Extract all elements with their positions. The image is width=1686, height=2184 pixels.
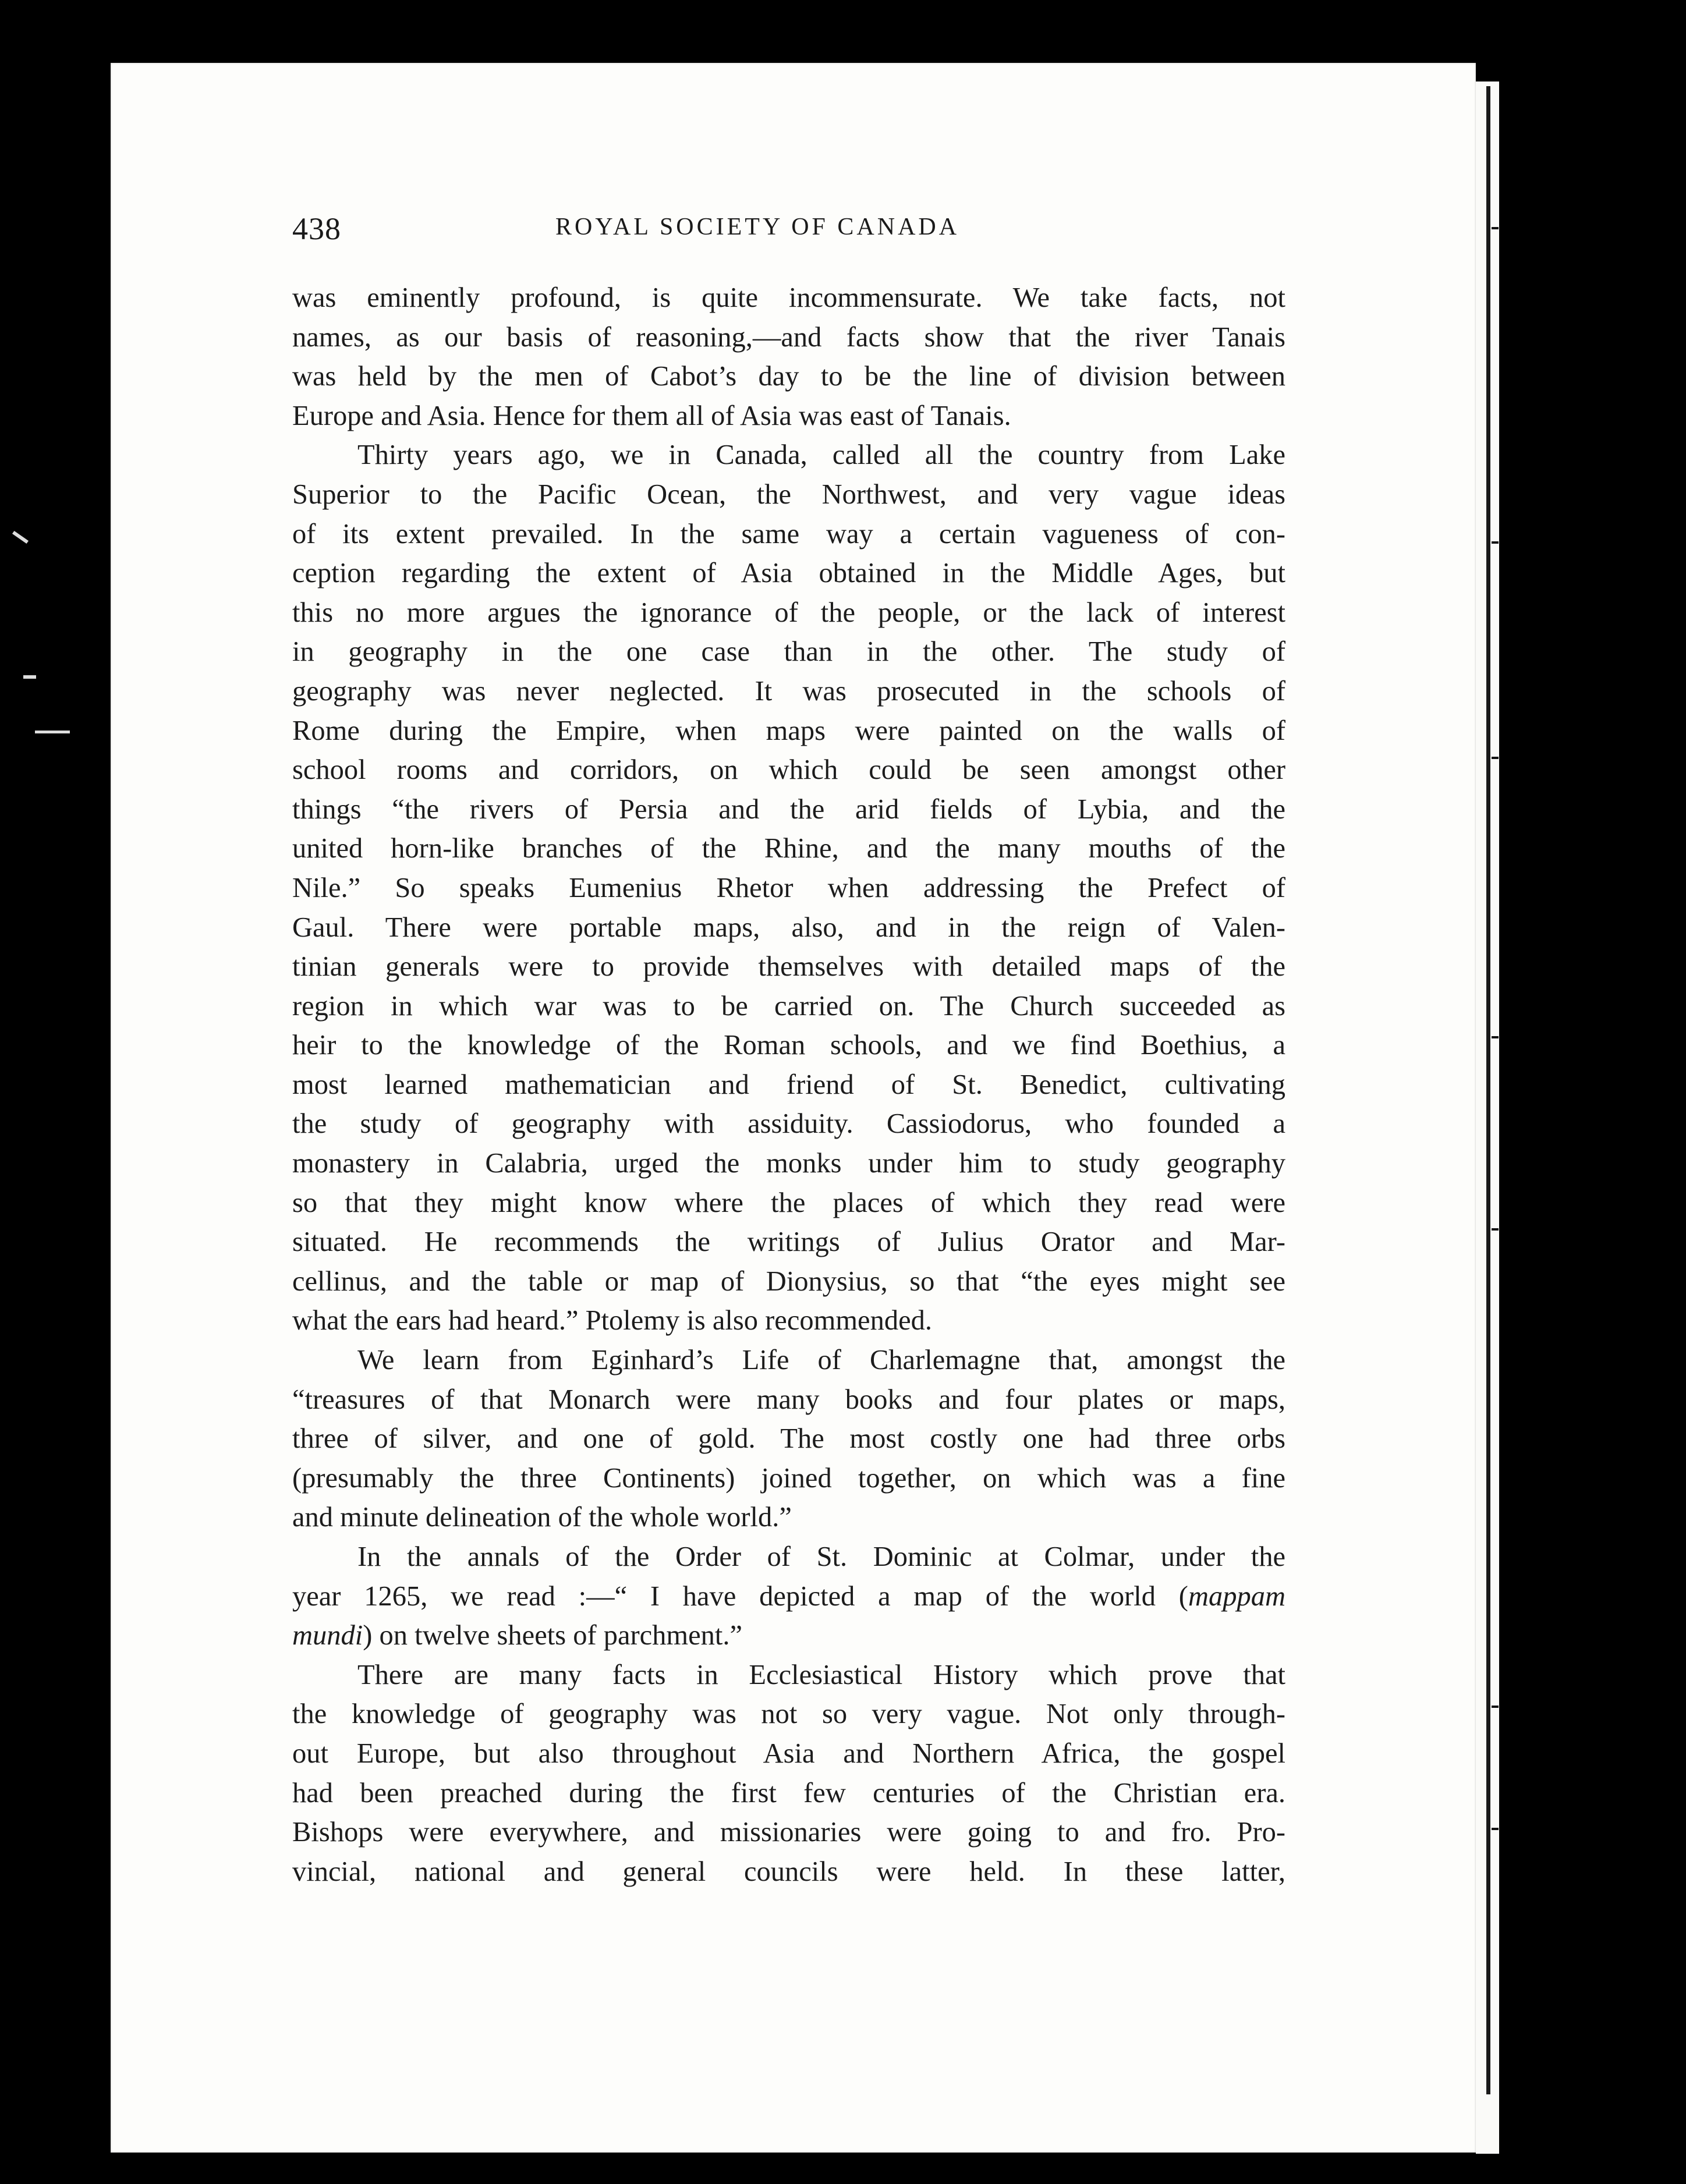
edge-mark bbox=[1492, 227, 1499, 229]
text-line: school rooms and corridors, on which could be seen amongst other bbox=[292, 754, 1285, 786]
edge-mark bbox=[1492, 1228, 1499, 1231]
text-line: in geography in the one case than in the other. The study of bbox=[292, 636, 1285, 668]
text-line: Bishops were everywhere, and missionaries were going to and fro. Pro- bbox=[292, 1817, 1285, 1848]
edge-mark bbox=[1492, 1036, 1499, 1038]
text-line: ception regarding the extent of Asia obtained in the Middle Ages, but bbox=[292, 558, 1285, 589]
text-line: There are many facts in Ecclesiastical History which prove that bbox=[357, 1659, 1285, 1690]
text-line: Nile.” So speaks Eumenius Rhetor when addressing the Prefect of bbox=[292, 872, 1285, 903]
running-title: ROYAL SOCIETY OF CANADA bbox=[555, 214, 960, 240]
text-line: so that they might know where the places of which they read were bbox=[292, 1187, 1285, 1218]
text-line: Rome during the Empire, when maps were painted on the walls of bbox=[292, 715, 1285, 746]
text-line: was eminently profound, is quite incommensurate. We take facts, not bbox=[292, 282, 1285, 313]
scan-speck bbox=[12, 531, 29, 544]
text-line: vincial, national and general councils were held. In these latter, bbox=[292, 1856, 1285, 1887]
text-line: region in which war was to be carried on. The Church succeeded as bbox=[292, 990, 1285, 1022]
page-number: 438 bbox=[292, 211, 341, 246]
edge-mark bbox=[1492, 1828, 1499, 1830]
scan-speck bbox=[35, 731, 70, 733]
text-line: We learn from Eginhard’s Life of Charlemagne that, amongst the bbox=[357, 1345, 1285, 1376]
text-line: tinian generals were to provide themselves with detailed maps of the bbox=[292, 951, 1285, 983]
text-line: Thirty years ago, we in Canada, called all the country from Lake bbox=[357, 439, 1285, 471]
body-text bbox=[292, 278, 1285, 1891]
text-run: year 1265, we read :—“ I have depicted a map of the world ( bbox=[292, 1580, 1188, 1612]
text-line: was held by the men of Cabot’s day to be the line of division between bbox=[292, 361, 1285, 392]
text-line: out Europe, but also throughout Asia and Northern Africa, the gospel bbox=[292, 1738, 1285, 1769]
text-line bbox=[292, 1616, 1285, 1655]
text-line: Europe and Asia. Hence for them all of Asia was east of Tanais. bbox=[292, 400, 1011, 431]
text-line: Superior to the Pacific Ocean, the Northwest, and very vague ideas bbox=[292, 478, 1285, 510]
italic-run: mundi bbox=[292, 1620, 363, 1651]
text-run: ) on twelve sheets of parchment.” bbox=[363, 1620, 743, 1651]
edge-mark bbox=[1492, 757, 1499, 759]
running-head bbox=[292, 211, 1288, 251]
text-line: most learned mathematician and friend of St. Benedict, cultivating bbox=[292, 1069, 1285, 1100]
text-line: names, as our basis of reasoning,—and facts show that the river Tanais bbox=[292, 321, 1285, 353]
text-line: monastery in Calabria, urged the monks under him to study geography bbox=[292, 1148, 1285, 1179]
italic-run: mappam bbox=[1188, 1580, 1285, 1612]
edge-mark bbox=[1492, 541, 1499, 544]
text-line: this no more argues the ignorance of the people, or the lack of interest bbox=[292, 597, 1285, 628]
text-line: geography was never neglected. It was prosecuted in the schools of bbox=[292, 675, 1285, 707]
text-line: had been preached during the first few centuries of the Christian era. bbox=[292, 1777, 1285, 1809]
text-line: three of silver, and one of gold. The most costly one had three orbs bbox=[292, 1423, 1285, 1455]
text-line: situated. He recommends the writings of Julius Orator and Mar- bbox=[292, 1226, 1285, 1258]
text-line: of its extent prevailed. In the same way a certain vagueness of con- bbox=[292, 518, 1285, 549]
text-line: Gaul. There were portable maps, also, and in the reign of Valen- bbox=[292, 912, 1285, 943]
text-line: heir to the knowledge of the Roman schools, and we find Boethius, a bbox=[292, 1030, 1285, 1061]
text-line: the study of geography with assiduity. Cassiodorus, who founded a bbox=[292, 1108, 1285, 1140]
text-line: things “the rivers of Persia and the arid fields of Lybia, and the bbox=[292, 793, 1285, 825]
text-line: and minute delineation of the whole world.” bbox=[292, 1502, 792, 1533]
text-line: “treasures of that Monarch were many books and four plates or maps, bbox=[292, 1384, 1285, 1415]
text-line bbox=[292, 1577, 1285, 1616]
text-line: cellinus, and the table or map of Dionysius, so that “the eyes might see bbox=[292, 1265, 1285, 1297]
text-line: what the ears had heard.” Ptolemy is also recommended. bbox=[292, 1305, 932, 1336]
text-line: the knowledge of geography was not so very vague. Not only through- bbox=[292, 1699, 1285, 1730]
scan-speck bbox=[23, 675, 36, 679]
page-gutter-line bbox=[1486, 86, 1490, 2094]
text-line: (presumably the three Continents) joined together, on which was a fine bbox=[292, 1462, 1285, 1494]
edge-mark bbox=[1492, 1706, 1499, 1708]
text-line: In the annals of the Order of St. Dominic at Colmar, under the bbox=[357, 1541, 1285, 1572]
text-line: united horn-like branches of the Rhine, and the many mouths of the bbox=[292, 833, 1285, 864]
